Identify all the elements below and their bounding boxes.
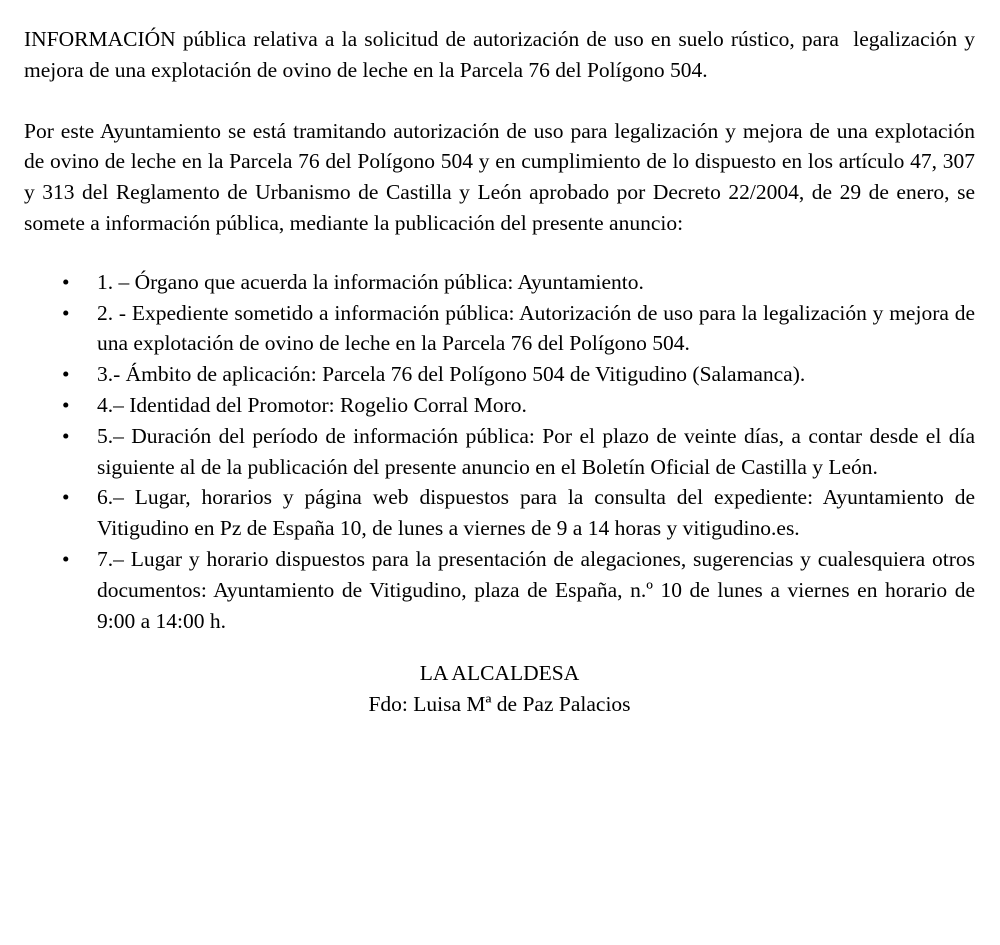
list-item-text: 6.– Lugar, horarios y página web dispuestos para la consulta del expediente: Ayuntamiento de Vitigudino en Pz de España 10, de lunes a viernes de 9 a 14 horas y vitigudino.es.: [97, 485, 975, 541]
signature-name: Fdo: Luisa Mª de Paz Palacios: [368, 692, 631, 717]
notice-requirements-list: [24, 267, 975, 637]
bullet-icon: •: [62, 392, 70, 417]
list-item-text: 1. – Órgano que acuerda la información pública: Ayuntamiento.: [97, 269, 644, 294]
list-item: [24, 482, 975, 544]
bullet-icon: •: [62, 546, 70, 571]
list-item-text: 4.– Identidad del Promotor: Rogelio Corral Moro.: [97, 392, 527, 417]
list-item-text: 7.– Lugar y horario dispuestos para la presentación de alegaciones, sugerencias y cualesquiera otros documentos: Ayuntamiento de Vitigudino, plaza de España, n.º 10 de lunes a viernes en horario de 9:00 a 14:00 h.: [97, 546, 975, 633]
bullet-icon: •: [62, 362, 70, 387]
signature-block: [24, 658, 975, 720]
intro-paragraph-2: Por este Ayuntamiento se está tramitando autorización de uso para legalización y mejora de una explotación de ovino de leche en la Parcela 76 del Polígono 504 y en cumplimiento de lo dispuesto en los artículo 47, 307 y 313 del Reglamento de Urbanismo de Castilla y León aprobado por Decreto 22/2004, de 29 de enero, se somete a información pública, mediante la publicación del presente anuncio:: [24, 118, 981, 235]
list-item: [24, 267, 975, 298]
list-item: [24, 359, 975, 390]
paragraph-spacer: [24, 86, 975, 116]
list-spacer: [24, 239, 975, 267]
list-item-text: 3.- Ámbito de aplicación: Parcela 76 del Polígono 504 de Vitigudino (Salamanca).: [97, 362, 806, 387]
list-item-text: 2. - Expediente sometido a información pública: Autorización de uso para la legalización y mejora de una explotación de ovino de leche en la Parcela 76 del Polígono 504.: [97, 300, 975, 356]
list-item: [24, 421, 975, 483]
bullet-icon: •: [62, 269, 70, 294]
list-item: [24, 390, 975, 421]
list-item: [24, 544, 975, 636]
bullet-icon: •: [62, 485, 70, 510]
list-item: [24, 298, 975, 360]
bullet-icon: •: [62, 423, 70, 448]
signature-title: LA ALCALDESA: [419, 661, 580, 686]
list-item-text: 5.– Duración del período de información pública: Por el plazo de veinte días, a contar desde el día siguiente al de la publicación del presente anuncio en el Boletín Oficial de Castilla y León.: [97, 423, 975, 479]
bullet-icon: •: [62, 300, 70, 325]
intro-paragraph-1: INFORMACIÓN pública relativa a la solicitud de autorización de uso en suelo rústico, para legalización y mejora de una explotación de ovino de leche en la Parcela 76 del Polígono 504.: [24, 27, 981, 82]
